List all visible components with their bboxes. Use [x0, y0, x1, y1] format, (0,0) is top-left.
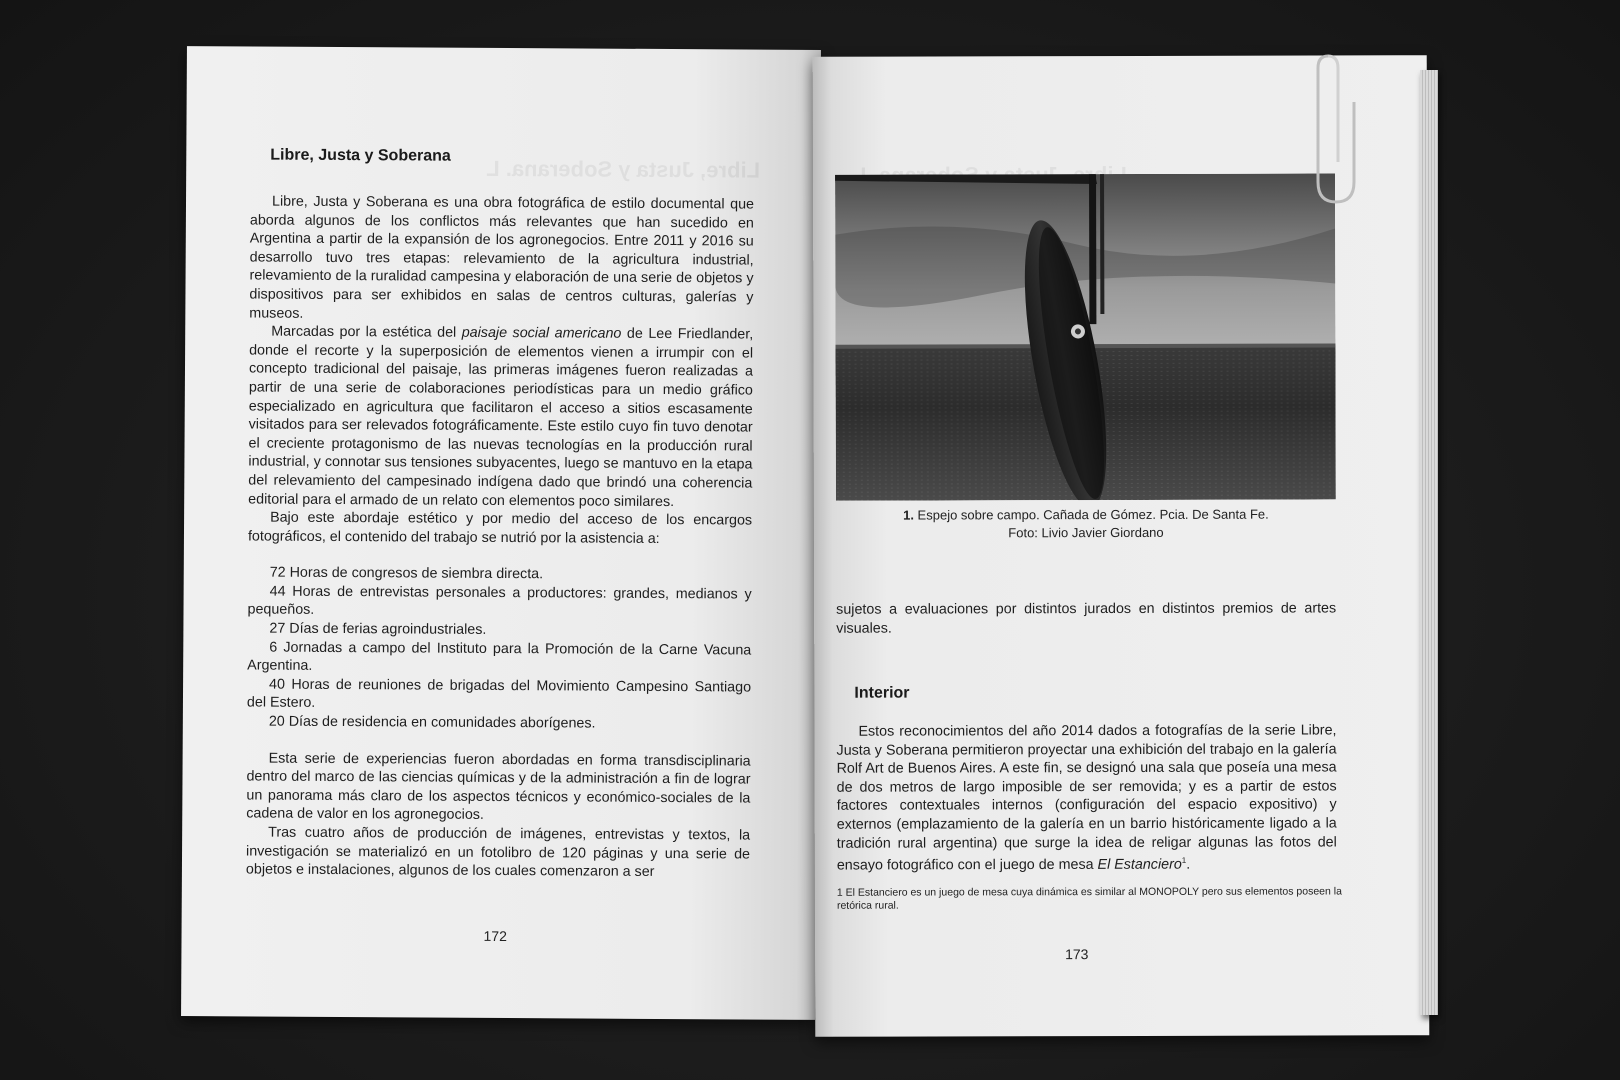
list-item: 6 Jornadas a campo del Instituto para la Promoción de la Carne Vacuna Argentina.: [247, 639, 752, 675]
footnote: 1 El Estanciero es un juego de mesa cuya dinámica es similar al MONOPOLY pero sus elementos poseen la retórica rural.: [836, 885, 1342, 912]
photo-caption: 1. Espejo sobre campo. Cañada de Gómez. Pcia. De Santa Fe. Foto: Livio Javier Giordano: [903, 506, 1269, 541]
paragraph: Bajo este abordaje estético y por medio del acceso de los encargos fotográficos, el contenido del trabajo se nutrió por la asistencia a:: [247, 509, 753, 547]
list-item: 44 Horas de entrevistas personales a productores: grandes, medianos y pequeños.: [247, 583, 752, 619]
page-edges: [1420, 70, 1438, 1015]
list-item: 72 Horas de congresos de siembra directa.: [269, 564, 544, 583]
left-page: [181, 46, 821, 1020]
field-mirror-photo: [835, 173, 1336, 500]
open-book: [180, 40, 1440, 1030]
paragraph: Libre, Justa y Soberana es una obra fotográfica de estilo documental que aborda algunos de los conflictos más relevantes que han sucedido en Argentina a partir de la expansión de los agronegocios. Entre 2011 y 2016 su desarrollo tuvo tres etapas: relevamiento de la agricultura industrial, relevamiento de la ruralidad campesina y elaboración de una serie de objetos y dispositivos para ser exhibidos en salas de centros culturas, galerías y museos.: [249, 193, 755, 322]
page-number: 172: [483, 927, 507, 945]
paragraph: Tras cuatro años de producción de imágenes, entrevistas y textos, la investigación se materializó en un fotolibro de 120 páginas y una serie de objetos e instalaciones, algunos de los cuales comenzaron a ser: [245, 824, 751, 881]
list-item: 20 Días de residencia en comunidades aborígenes.: [268, 713, 596, 732]
list-item: 27 Días de ferias agroindustriales.: [269, 620, 487, 638]
list-item: 40 Horas de reuniones de brigadas del Movimiento Campesino Santiago del Estero.: [246, 676, 752, 712]
interior-paragraph: Estos reconocimientos del año 2014 dados a fotografías de la serie Libre, Justa y Soberana permitieron proyectar una exhibición del trabajo en la galería Rolf Art de Buenos Aires. A este fin, se designó una sala que poseía una mesa de dos metros de largo imposible de ser removida; y es a partir de estos factores contextuales internos (configuración del espacio expositivo) y externos (emplazamiento de la galería en un barrio históricamente ligado a la tradición rural argentina) que surge la idea de religar algunas las fotos del ensayo fotográfico con el juego de mesa El Estanciero$^1$.: [836, 722, 1337, 874]
interior-heading: Interior: [854, 684, 910, 702]
photo-image: [835, 173, 1336, 500]
show-through-text: Libre, Justa y Soberana. L: [486, 155, 761, 183]
paragraph: Esta serie de experiencias fueron abordadas en forma transdisciplinaria dentro del marco de las ciencias químicas y de la administración a fin de lograr un panorama más claro de los aspectos técnicos y económico-sociales de la cadena de valor en los agronegocios.: [246, 750, 751, 824]
continuation-text: sujetos a evaluaciones por distintos jurados en distintos premios de artes visuales.: [836, 600, 1337, 637]
paperclip-icon: [1314, 52, 1358, 212]
left-body-text: [246, 192, 754, 882]
attendance-list: [247, 564, 752, 734]
section-heading: Libre, Justa y Soberana: [270, 146, 451, 165]
paragraph: Marcadas por la estética del paisaje social americano de Lee Friedlander, donde el recorte y la superposición de elementos vienen a irrumpir con el concepto tradicional del paisaje, las primeras imágenes fueron realizadas a partir de una serie de colaboraciones periodísticas para un medio gráfico especializado en agricultura que facilitaron el acceso a sitios escasamente visitados para ser relevados fotográficamente. Este estilo cuyo fin tuvo denotar el creciente protagonismo de las nuevas tecnologías en la producción rural industrial, y connotar sus tensiones subyacentes, luego se mantuvo en la etapa del relevamiento del campesinado indígena dado que brindó una coherencia editorial para el armado de un relato con elementos poco similares.: [248, 323, 754, 510]
page-number: 173: [1065, 946, 1089, 963]
